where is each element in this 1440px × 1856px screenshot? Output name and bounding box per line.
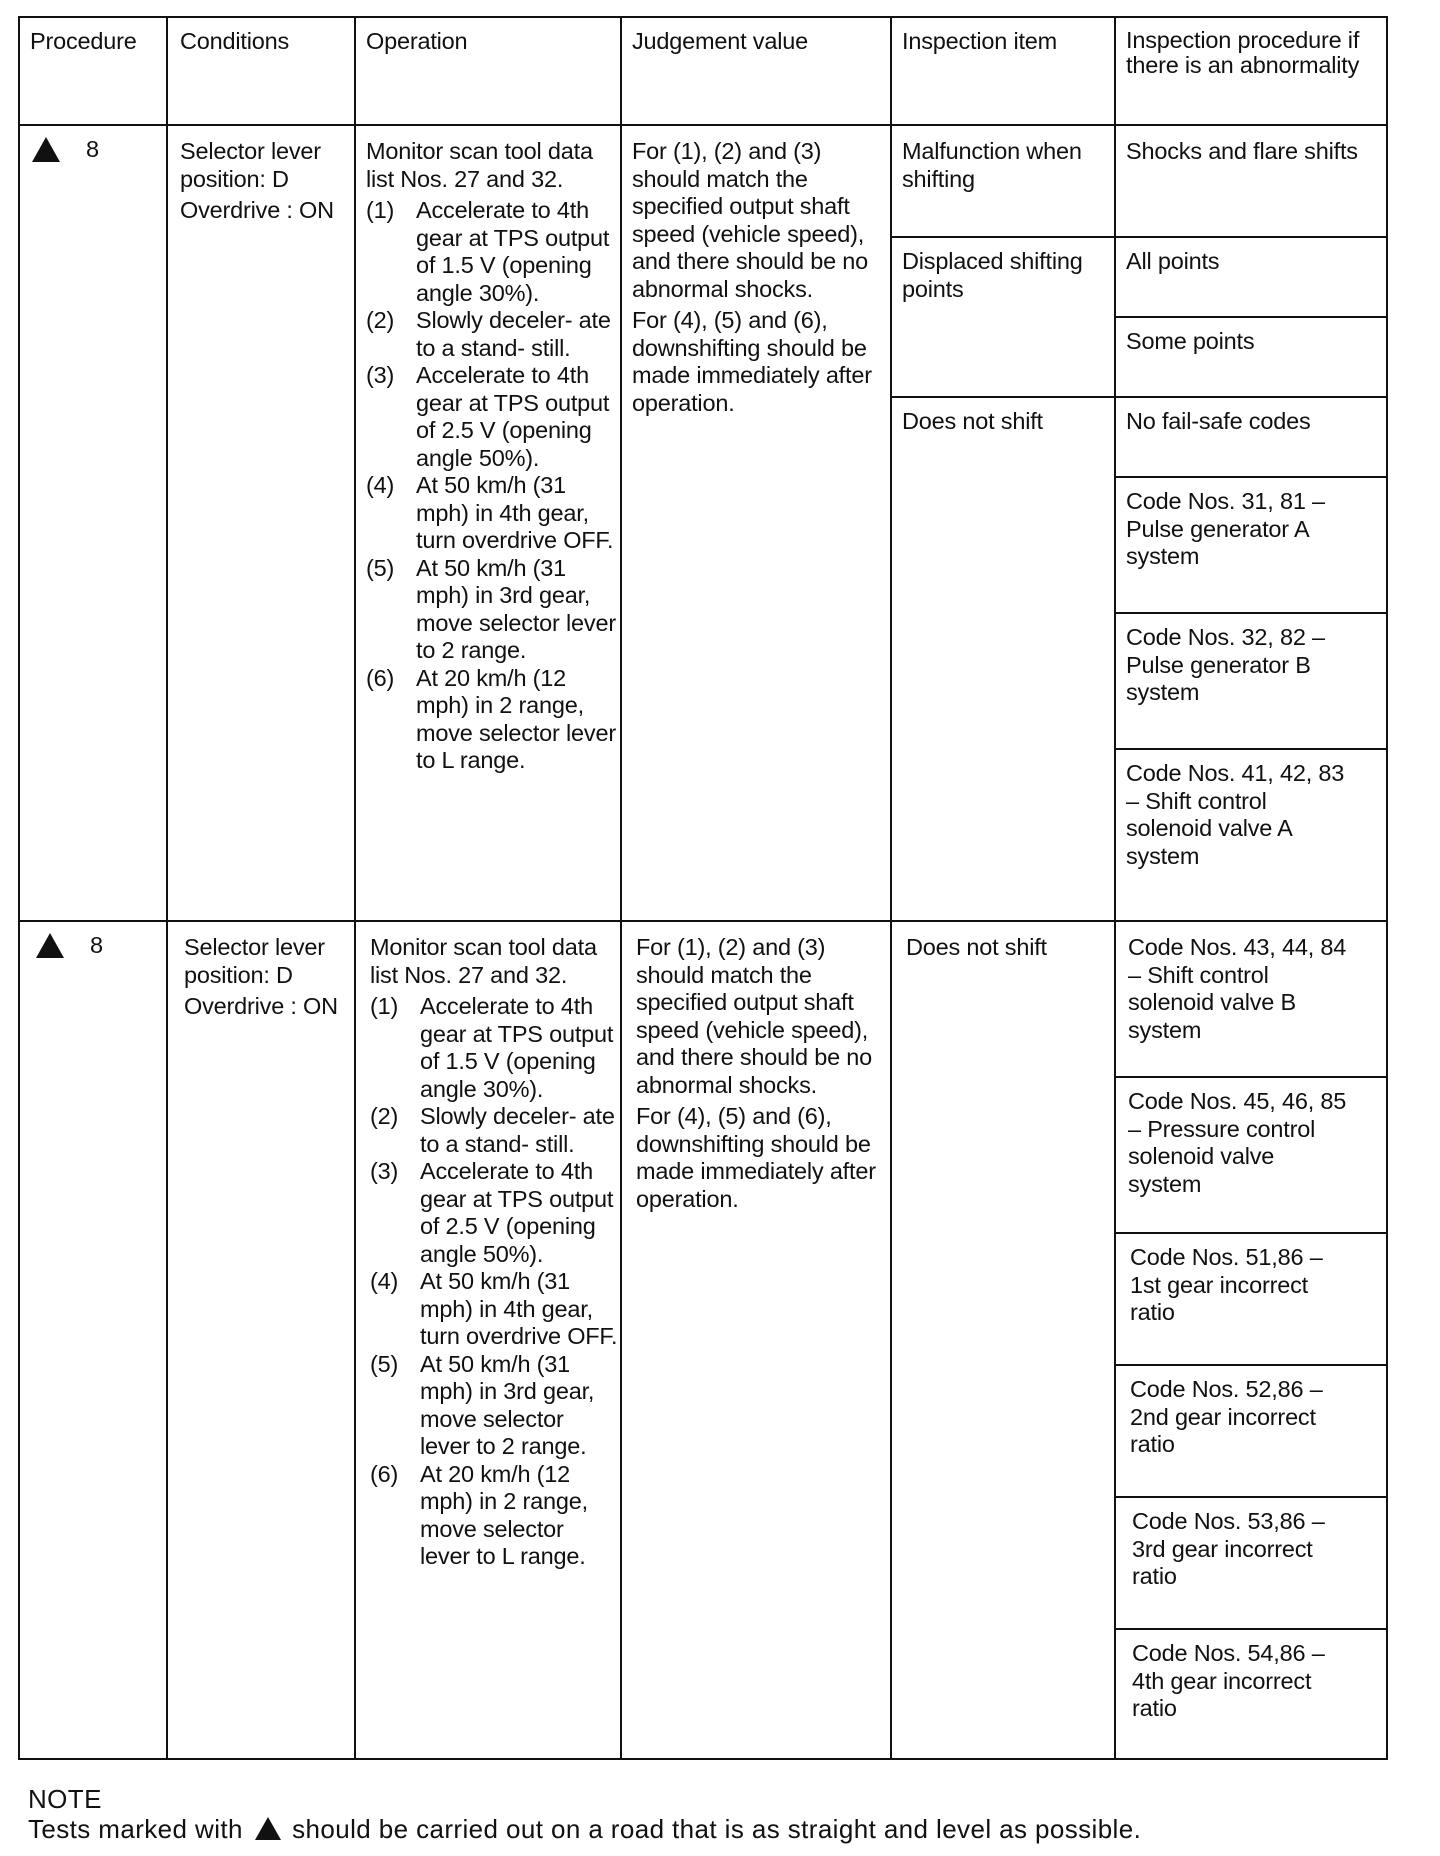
operation-intro: Monitor scan tool data list Nos. 27 and 32. bbox=[366, 138, 593, 192]
operation-steps bbox=[366, 197, 616, 775]
step-number: (3) bbox=[366, 362, 395, 388]
inspection-procedure: Some points bbox=[1126, 328, 1255, 354]
condition-text: Selector lever position: D bbox=[184, 934, 325, 988]
operation-step bbox=[370, 1461, 618, 1571]
step-number: (6) bbox=[366, 664, 395, 691]
procedure-divider bbox=[1114, 476, 1388, 478]
operation-step bbox=[366, 197, 616, 307]
header-operation: Operation bbox=[366, 28, 468, 54]
step-text: Accelerate to 4th gear at TPS output of 1.5 V (opening angle 30%). bbox=[420, 993, 614, 1102]
procedure-cell bbox=[32, 136, 99, 164]
inspection-procedure: Code Nos. 52,86 – 2nd gear incorrect ratio bbox=[1130, 1376, 1323, 1457]
step-text: At 50 km/h (31 mph) in 3rd gear, move selector lever to 2 range. bbox=[416, 554, 616, 663]
step-text: At 50 km/h (31 mph) in 3rd gear, move selector lever to 2 range. bbox=[420, 1350, 595, 1459]
operation-step bbox=[370, 1351, 618, 1461]
inspection-procedure: Code Nos. 31, 81 – Pulse generator A system bbox=[1126, 488, 1325, 569]
inspection-item: Malfunction when shifting bbox=[902, 138, 1082, 192]
inspection-item: Does not shift bbox=[906, 934, 1047, 960]
operation-step bbox=[370, 1158, 618, 1268]
condition-text: Overdrive : ON bbox=[180, 197, 334, 223]
inspection-procedure: Code Nos. 53,86 – 3rd gear incorrect ratio bbox=[1132, 1508, 1325, 1589]
operation-step bbox=[370, 1268, 618, 1351]
operation-steps bbox=[370, 993, 618, 1571]
operation-intro: Monitor scan tool data list Nos. 27 and 32. bbox=[370, 934, 597, 988]
procedure-divider bbox=[1114, 316, 1388, 318]
column-divider bbox=[354, 16, 356, 1760]
operation-step bbox=[366, 555, 616, 665]
condition-text: Selector lever position: D bbox=[180, 138, 321, 192]
inspection-procedure: All points bbox=[1126, 248, 1220, 274]
conditions-cell bbox=[184, 934, 350, 1021]
inspection-procedure: Code Nos. 45, 46, 85 – Pressure control solenoid valve system bbox=[1128, 1088, 1347, 1197]
procedure-divider bbox=[1114, 1364, 1388, 1366]
operation-step bbox=[366, 362, 616, 472]
step-number: (5) bbox=[370, 1350, 399, 1377]
table-border-top bbox=[18, 16, 1388, 18]
inspection-procedure: Code Nos. 41, 42, 83 – Shift control solenoid valve A system bbox=[1126, 760, 1345, 869]
step-number: (1) bbox=[370, 993, 399, 1019]
judgement-cell bbox=[636, 934, 888, 1213]
operation-step bbox=[366, 307, 616, 362]
step-number: (2) bbox=[370, 1103, 399, 1129]
warning-triangle-icon bbox=[32, 137, 60, 162]
inspection-procedure: Code Nos. 51,86 – 1st gear incorrect ratio bbox=[1130, 1244, 1323, 1325]
step-number: (1) bbox=[366, 197, 395, 223]
procedure-divider bbox=[1114, 1628, 1388, 1630]
operation-step bbox=[366, 665, 616, 775]
note-text-after: should be carried out on a road that is as straight and level as possible. bbox=[292, 1814, 1142, 1844]
judgement-text: For (1), (2) and (3) should match the specified output shaft speed (vehicle speed), and there should be no abnormal shocks. bbox=[632, 138, 869, 302]
step-text: Slowly deceler- ate to a stand- still. bbox=[416, 307, 611, 361]
step-text: At 20 km/h (12 mph) in 2 range, move selector lever to L range. bbox=[416, 664, 616, 773]
header-conditions: Conditions bbox=[180, 28, 290, 54]
table-border-left bbox=[18, 16, 20, 1760]
step-number: (5) bbox=[366, 554, 395, 581]
procedure-divider bbox=[1114, 1232, 1388, 1234]
header-inspection-procedure: Inspection procedure if there is an abnormality bbox=[1126, 27, 1360, 78]
operation-cell bbox=[366, 138, 616, 775]
procedure-divider bbox=[1114, 1496, 1388, 1498]
note-title: NOTE bbox=[28, 1784, 102, 1814]
step-text: Accelerate to 4th gear at TPS output of 2.5 V (opening angle 50%). bbox=[420, 1158, 614, 1267]
item-divider bbox=[890, 236, 1388, 238]
step-text: At 50 km/h (31 mph) in 4th gear, turn overdrive OFF. bbox=[416, 472, 614, 553]
column-divider bbox=[620, 16, 622, 1760]
header-judgement: Judgement value bbox=[632, 28, 808, 54]
procedure-number: 8 bbox=[86, 136, 99, 162]
judgement-cell bbox=[632, 138, 887, 417]
step-text: Slowly deceler- ate to a stand- still. bbox=[420, 1103, 615, 1157]
procedure-number: 8 bbox=[90, 932, 103, 958]
inspection-procedure: Shocks and flare shifts bbox=[1126, 138, 1358, 164]
step-number: (4) bbox=[366, 472, 395, 498]
row-divider bbox=[18, 920, 1388, 922]
column-divider bbox=[890, 16, 892, 1760]
step-text: Accelerate to 4th gear at TPS output of 2.5 V (opening angle 50%). bbox=[416, 362, 610, 471]
conditions-cell bbox=[180, 138, 350, 225]
procedure-divider bbox=[1114, 1076, 1388, 1078]
step-text: At 50 km/h (31 mph) in 4th gear, turn overdrive OFF. bbox=[420, 1268, 618, 1349]
warning-triangle-icon bbox=[255, 1817, 281, 1840]
item-divider bbox=[890, 396, 1388, 398]
header-procedure: Procedure bbox=[30, 28, 137, 54]
header-inspection-item: Inspection item bbox=[902, 28, 1058, 54]
note-text bbox=[28, 1814, 1141, 1844]
note-text-before: Tests marked with bbox=[28, 1814, 243, 1844]
operation-step bbox=[370, 1103, 618, 1158]
warning-triangle-icon bbox=[36, 933, 64, 958]
inspection-procedure: Code Nos. 54,86 – 4th gear incorrect ratio bbox=[1132, 1640, 1325, 1721]
inspection-item: Does not shift bbox=[902, 408, 1043, 434]
procedure-divider bbox=[1114, 612, 1388, 614]
step-text: Accelerate to 4th gear at TPS output of 1.5 V (opening angle 30%). bbox=[416, 197, 610, 306]
condition-text: Overdrive : ON bbox=[184, 993, 338, 1019]
table-border-bottom bbox=[18, 1758, 1388, 1760]
table-border-right bbox=[1386, 16, 1388, 1760]
step-number: (2) bbox=[366, 307, 395, 333]
step-text: At 20 km/h (12 mph) in 2 range, move selector lever to L range. bbox=[420, 1460, 588, 1569]
inspection-procedure: Code Nos. 43, 44, 84 – Shift control solenoid valve B system bbox=[1128, 934, 1347, 1043]
column-divider bbox=[166, 16, 168, 1760]
inspection-procedure: Code Nos. 32, 82 – Pulse generator B system bbox=[1126, 624, 1325, 705]
inspection-procedure: No fail-safe codes bbox=[1126, 408, 1311, 434]
operation-step bbox=[370, 993, 618, 1103]
judgement-text: For (4), (5) and (6), downshifting should be made immediately after operation. bbox=[636, 1103, 876, 1212]
inspection-item: Displaced shifting points bbox=[902, 248, 1083, 302]
operation-cell bbox=[370, 934, 618, 1571]
procedure-divider bbox=[1114, 748, 1388, 750]
note bbox=[28, 1784, 1141, 1844]
column-divider bbox=[1114, 16, 1116, 1760]
step-number: (3) bbox=[370, 1158, 399, 1184]
header-divider bbox=[18, 124, 1388, 126]
operation-step bbox=[366, 472, 616, 555]
step-number: (6) bbox=[370, 1460, 399, 1487]
step-number: (4) bbox=[370, 1268, 399, 1294]
procedure-cell bbox=[36, 932, 103, 960]
judgement-text: For (1), (2) and (3) should match the specified output shaft speed (vehicle speed), and there should be no abnormal shocks. bbox=[636, 934, 873, 1098]
judgement-text: For (4), (5) and (6), downshifting should be made immediately after operation. bbox=[632, 307, 872, 416]
